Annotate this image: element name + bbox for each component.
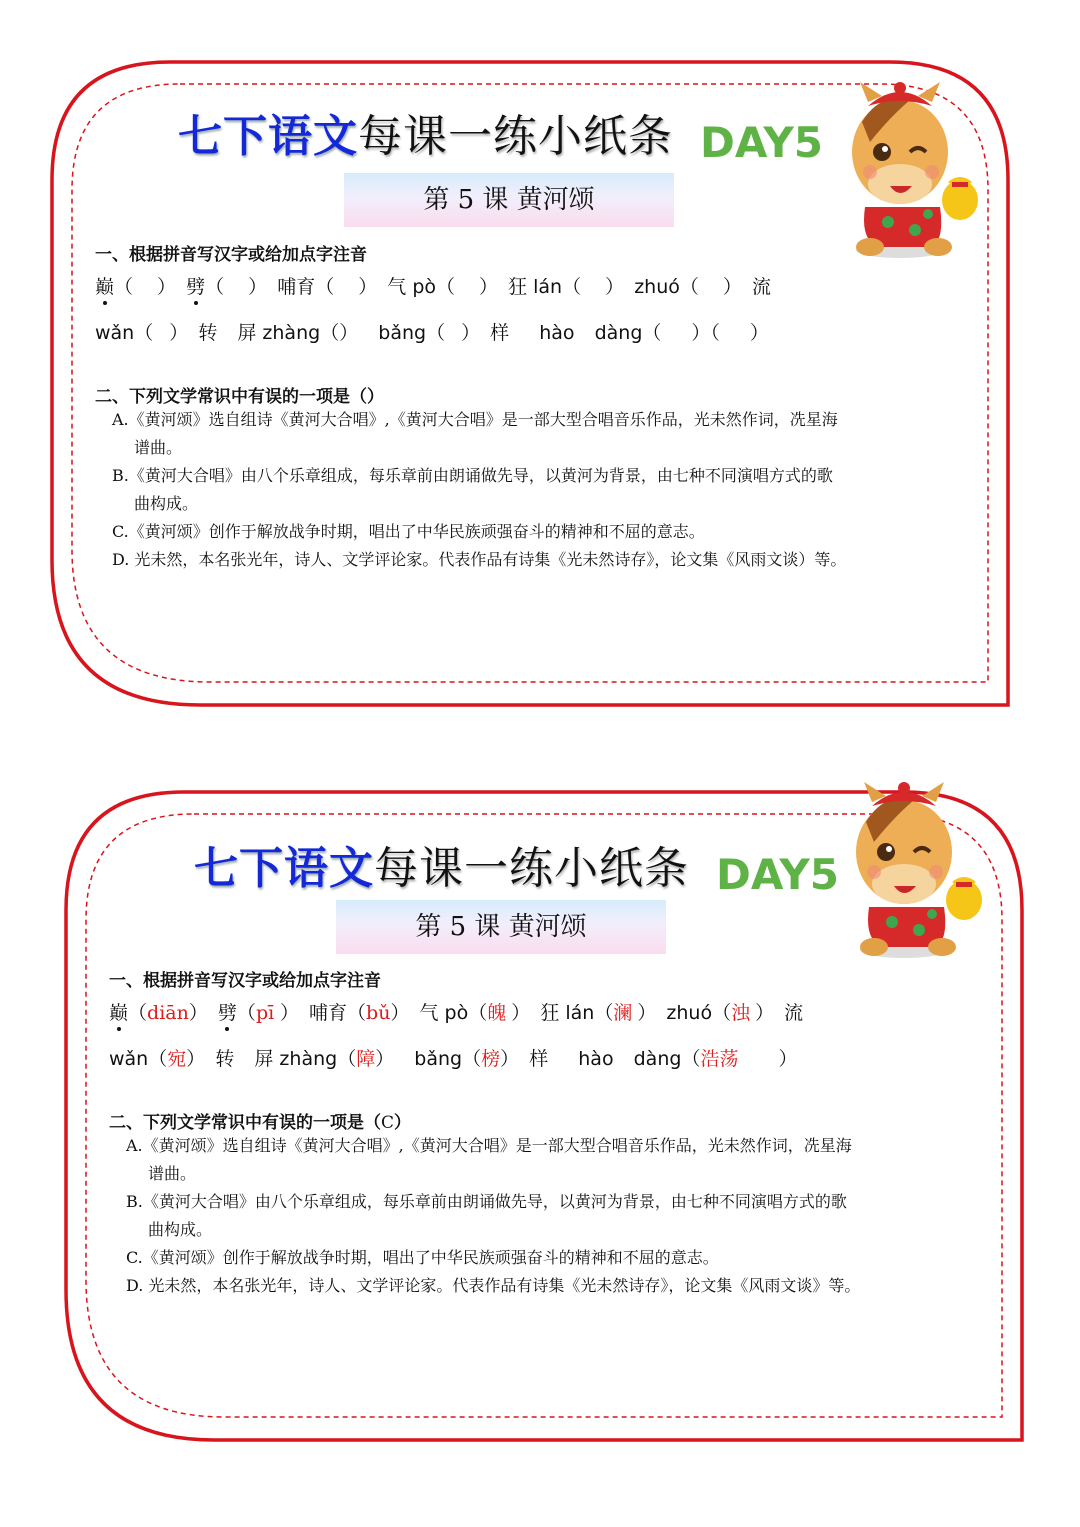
char-liu: 流 — [751, 276, 771, 298]
word-zhuo: zhuó — [666, 1002, 713, 1024]
option-b: B.《黄河大合唱》由八个乐章组成，每乐章前由朗诵做先导，以黄河为背景，由七种不同演唱方式的歌 — [112, 466, 833, 485]
answer-blank[interactable]: 宛 — [167, 1048, 187, 1070]
word-hao: hào — [539, 322, 575, 344]
answer-blank[interactable]: 魄 — [487, 1002, 507, 1024]
pinyin-row-1: 巅（diān） 劈（pī ） 哺育（bǔ） 气 pò（魄 ） 狂 lán（澜 ） zhuó（浊 ） 流 — [109, 998, 803, 1025]
char-dian: 巅 — [95, 272, 114, 299]
answer-blank[interactable]: 障 — [356, 1048, 376, 1070]
option-a-cont: 谱曲。 — [148, 1164, 197, 1183]
title-black: 每课一练小纸条 — [358, 111, 673, 162]
answer-blank[interactable]: pī — [255, 1002, 275, 1024]
char-liu: 流 — [784, 1002, 804, 1024]
char-pi: 劈 — [218, 998, 237, 1025]
title-black: 每课一练小纸条 — [374, 843, 689, 894]
day-label: DAY5 — [700, 118, 823, 167]
option-b-cont: 曲构成。 — [148, 1220, 213, 1239]
options-list — [126, 1132, 1006, 1300]
title-blue: 七下语文 — [178, 111, 358, 162]
section-2-heading: 二、下列文学常识中有误的一项是（） — [95, 387, 384, 407]
answer-blank[interactable]: 浩荡 — [700, 1048, 739, 1070]
option-a: A.《黄河颂》选自组诗《黄河大合唱》,《黄河大合唱》是一部大型合唱音乐作品，光未然作词，冼星海 — [112, 410, 838, 429]
worksheet-card-2 — [64, 790, 1024, 1445]
word-wan: wǎn — [109, 1048, 149, 1070]
answer-blank[interactable]: bǔ — [366, 1002, 391, 1024]
word-kuanglan: 狂 lán — [508, 276, 563, 298]
word-pingzhang: 屏 zhàng — [237, 322, 321, 344]
pinyin-row-2: wǎn（ ） 转 屏 zhàng（） bǎng（ ） 样 hào dàng（ ）（ ） — [95, 318, 769, 345]
pinyin-row-1: 巅（ ） 劈（ ） 哺育（ ） 气 pò（ ） 狂 lán（ ） zhuó（ ） 流 — [95, 272, 771, 299]
worksheet-title — [178, 100, 673, 164]
section-2-heading: 二、下列文学常识中有误的一项是（C） — [109, 1113, 412, 1133]
char-dian: 巅 — [109, 998, 128, 1025]
option-c: C.《黄河颂》创作于解放战争时期，唱出了中华民族顽强奋斗的精神和不屈的意志。 — [126, 1248, 719, 1267]
word-qipo: 气 pò — [419, 1002, 469, 1024]
worksheet-title — [194, 832, 689, 896]
char-zhuan: 转 — [198, 322, 218, 344]
lesson-banner: 第 5 课 黄河颂 — [344, 173, 674, 227]
char-buyu: 哺育 — [309, 1002, 348, 1024]
title-blue: 七下语文 — [194, 843, 374, 894]
answer-blank[interactable]: 浊 — [731, 1002, 751, 1024]
section-1-heading: 一、根据拼音写汉字或给加点字注音 — [109, 971, 381, 991]
word-hao: hào — [578, 1048, 614, 1070]
options-list — [112, 406, 992, 574]
char-zhuan: 转 — [215, 1048, 235, 1070]
option-d: D. 光未然，本名张光年，诗人、文学评论家。代表作品有诗集《光未然诗存》，论文集《风雨文谈》等。 — [126, 1276, 861, 1295]
word-dang: dàng — [633, 1048, 682, 1070]
section-2-answer[interactable]: C — [381, 1113, 395, 1133]
pinyin-row-2: wǎn（宛） 转 屏 zhàng（障） bǎng（榜） 样 hào dàng（浩荡 ） — [109, 1044, 797, 1071]
day-label: DAY5 — [716, 850, 839, 899]
option-c: C.《黄河颂》创作于解放战争时期，唱出了中华民族顽强奋斗的精神和不屈的意志。 — [112, 522, 705, 541]
section-1-heading: 一、根据拼音写汉字或给加点字注音 — [95, 245, 367, 265]
horse-mascot-icon — [844, 782, 984, 962]
answer-blank[interactable]: diān — [147, 1002, 189, 1024]
option-b-cont: 曲构成。 — [134, 494, 199, 513]
word-dang: dàng — [594, 322, 643, 344]
word-kuanglan: 狂 lán — [540, 1002, 595, 1024]
option-d: D. 光未然，本名张光年，诗人、文学评论家。代表作品有诗集《光未然诗存》，论文集《风雨文谈）等。 — [112, 550, 847, 569]
word-qipo: 气 pò — [387, 276, 437, 298]
option-a: A.《黄河颂》选自组诗《黄河大合唱》,《黄河大合唱》是一部大型合唱音乐作品，光未然作词，冼星海 — [126, 1136, 852, 1155]
word-pingzhang: 屏 zhàng — [254, 1048, 338, 1070]
answer-blank[interactable]: 榜 — [481, 1048, 501, 1070]
option-a-cont: 谱曲。 — [134, 438, 183, 457]
answer-blank[interactable]: 澜 — [613, 1002, 633, 1024]
word-zhuo: zhuó — [634, 276, 680, 298]
option-b: B.《黄河大合唱》由八个乐章组成，每乐章前由朗诵做先导，以黄河为背景，由七种不同演唱方式的歌 — [126, 1192, 847, 1211]
horse-mascot-icon — [840, 82, 980, 262]
worksheet-card-1 — [50, 60, 1010, 710]
char-buyu: 哺育 — [277, 276, 316, 298]
char-pi: 劈 — [186, 272, 205, 299]
word-bang: bǎng — [378, 322, 427, 344]
char-yang: 样 — [529, 1048, 549, 1070]
lesson-banner: 第 5 课 黄河颂 — [336, 900, 666, 954]
word-bang: bǎng — [414, 1048, 463, 1070]
word-wan: wǎn — [95, 322, 135, 344]
char-yang: 样 — [490, 322, 510, 344]
